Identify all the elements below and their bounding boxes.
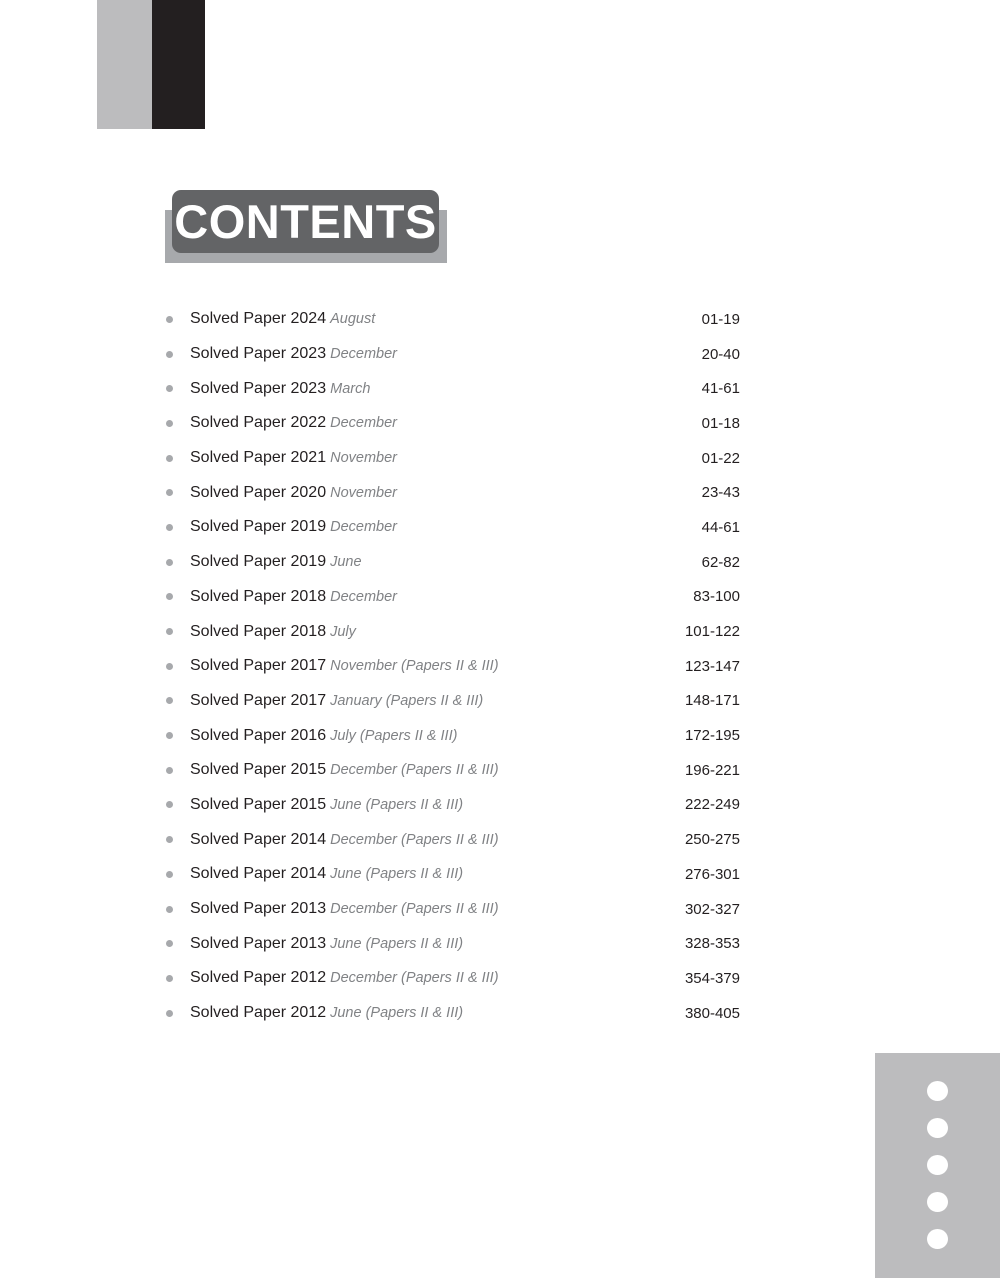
entry-title: Solved Paper 2015 bbox=[190, 761, 327, 779]
entry-session: January (Papers II & III) bbox=[330, 692, 484, 709]
entry-session: December (Papers II & III) bbox=[330, 762, 499, 779]
entry-title: Solved Paper 2017 bbox=[190, 691, 327, 709]
entry-session: June bbox=[330, 554, 362, 571]
contents-entry[interactable] bbox=[163, 857, 743, 892]
entry-session: December (Papers II & III) bbox=[330, 831, 499, 848]
entry-session: July (Papers II & III) bbox=[330, 727, 458, 744]
contents-list bbox=[163, 302, 743, 1030]
bullet-icon bbox=[166, 489, 173, 496]
bullet-icon bbox=[166, 663, 173, 670]
entry-session: December bbox=[330, 519, 397, 536]
entry-page-range: 20-40 bbox=[701, 345, 740, 363]
bullet-icon bbox=[166, 628, 173, 635]
bullet-icon bbox=[166, 524, 173, 531]
contents-entry[interactable] bbox=[163, 926, 743, 961]
contents-entry[interactable] bbox=[163, 614, 743, 649]
bullet-icon bbox=[166, 455, 173, 462]
tab-hole-icon bbox=[927, 1229, 948, 1249]
bullet-icon bbox=[166, 801, 173, 808]
entry-page-range: 148-171 bbox=[684, 692, 740, 710]
entry-title: Solved Paper 2014 bbox=[190, 865, 327, 883]
corner-block-light bbox=[97, 0, 153, 129]
entry-session: December (Papers II & III) bbox=[330, 970, 499, 987]
entry-page-range: 01-19 bbox=[701, 310, 740, 328]
entry-page-range: 276-301 bbox=[684, 865, 740, 883]
tab-hole-icon bbox=[927, 1155, 948, 1175]
contents-entry[interactable] bbox=[163, 580, 743, 615]
entry-title: Solved Paper 2023 bbox=[190, 379, 327, 397]
entry-page-range: 83-100 bbox=[693, 588, 740, 606]
entry-title: Solved Paper 2017 bbox=[190, 657, 327, 675]
bullet-icon bbox=[166, 906, 173, 913]
contents-entry[interactable] bbox=[163, 718, 743, 753]
contents-entry[interactable] bbox=[163, 545, 743, 580]
contents-entry[interactable] bbox=[163, 510, 743, 545]
tab-hole-icon bbox=[927, 1118, 948, 1138]
entry-title: Solved Paper 2018 bbox=[190, 622, 327, 640]
entry-session: November (Papers II & III) bbox=[330, 658, 499, 675]
entry-title: Solved Paper 2012 bbox=[190, 1004, 327, 1022]
entry-session: June (Papers II & III) bbox=[330, 935, 464, 952]
entry-page-range: 196-221 bbox=[684, 761, 740, 779]
entry-page-range: 01-22 bbox=[701, 449, 740, 467]
entry-session: December (Papers II & III) bbox=[330, 901, 499, 918]
entry-session: June (Papers II & III) bbox=[330, 866, 464, 883]
entry-page-range: 222-249 bbox=[684, 796, 740, 814]
contents-heading bbox=[165, 190, 447, 263]
entry-page-range: 172-195 bbox=[684, 727, 740, 745]
entry-title: Solved Paper 2015 bbox=[190, 795, 327, 813]
entry-title: Solved Paper 2023 bbox=[190, 345, 327, 363]
entry-page-range: 250-275 bbox=[684, 831, 740, 849]
entry-title: Solved Paper 2013 bbox=[190, 900, 327, 918]
entry-session: June (Papers II & III) bbox=[330, 796, 464, 813]
entry-page-range: 62-82 bbox=[701, 553, 740, 571]
bullet-icon bbox=[166, 316, 173, 323]
entry-title: Solved Paper 2022 bbox=[190, 414, 327, 432]
entry-session: December bbox=[330, 415, 397, 432]
contents-entry[interactable] bbox=[163, 961, 743, 996]
entry-session: June (Papers II & III) bbox=[330, 1005, 464, 1022]
contents-entry[interactable] bbox=[163, 649, 743, 684]
side-tab-panel bbox=[875, 1053, 1000, 1278]
entry-session: November bbox=[330, 484, 397, 501]
entry-session: July bbox=[330, 623, 356, 640]
entry-page-range: 23-43 bbox=[701, 484, 740, 502]
contents-entry[interactable] bbox=[163, 684, 743, 719]
contents-entry[interactable] bbox=[163, 822, 743, 857]
entry-title: Solved Paper 2019 bbox=[190, 553, 327, 571]
bullet-icon bbox=[166, 836, 173, 843]
contents-entry[interactable] bbox=[163, 337, 743, 372]
bullet-icon bbox=[166, 732, 173, 739]
entry-page-range: 328-353 bbox=[684, 935, 740, 953]
contents-entry[interactable] bbox=[163, 475, 743, 510]
contents-entry[interactable] bbox=[163, 753, 743, 788]
entry-title: Solved Paper 2013 bbox=[190, 934, 327, 952]
bullet-icon bbox=[166, 767, 173, 774]
entry-session: March bbox=[330, 380, 371, 397]
contents-entry[interactable] bbox=[163, 371, 743, 406]
entry-session: December bbox=[330, 588, 397, 605]
bullet-icon bbox=[166, 351, 173, 358]
entry-page-range: 41-61 bbox=[701, 380, 740, 398]
entry-page-range: 302-327 bbox=[684, 900, 740, 918]
bullet-icon bbox=[166, 559, 173, 566]
entry-page-range: 44-61 bbox=[701, 518, 740, 536]
entry-title: Solved Paper 2016 bbox=[190, 726, 327, 744]
corner-block-dark bbox=[152, 0, 205, 129]
contents-entry[interactable] bbox=[163, 441, 743, 476]
entry-title: Solved Paper 2018 bbox=[190, 587, 327, 605]
entry-title: Solved Paper 2020 bbox=[190, 483, 327, 501]
entry-title: Solved Paper 2021 bbox=[190, 449, 327, 467]
contents-entry[interactable] bbox=[163, 788, 743, 823]
bullet-icon bbox=[166, 420, 173, 427]
tab-hole-icon bbox=[927, 1192, 948, 1212]
entry-page-range: 01-18 bbox=[701, 414, 740, 432]
entry-page-range: 354-379 bbox=[684, 969, 740, 987]
entry-title: Solved Paper 2014 bbox=[190, 830, 327, 848]
entry-title: Solved Paper 2019 bbox=[190, 518, 327, 536]
entry-page-range: 123-147 bbox=[684, 657, 740, 675]
contents-entry[interactable] bbox=[163, 406, 743, 441]
contents-entry[interactable] bbox=[163, 302, 743, 337]
heading-box bbox=[172, 190, 439, 253]
entry-page-range: 101-122 bbox=[684, 623, 740, 641]
entry-session: August bbox=[330, 311, 376, 328]
tab-hole-icon bbox=[927, 1081, 948, 1101]
entry-page-range: 380-405 bbox=[684, 1004, 740, 1022]
bullet-icon bbox=[166, 1010, 173, 1017]
entry-title: Solved Paper 2024 bbox=[190, 310, 327, 328]
bullet-icon bbox=[166, 593, 173, 600]
bullet-icon bbox=[166, 385, 173, 392]
entry-session: November bbox=[330, 450, 397, 467]
bullet-icon bbox=[166, 975, 173, 982]
entry-title: Solved Paper 2012 bbox=[190, 969, 327, 987]
bullet-icon bbox=[166, 697, 173, 704]
contents-entry[interactable] bbox=[163, 892, 743, 927]
bullet-icon bbox=[166, 871, 173, 878]
bullet-icon bbox=[166, 940, 173, 947]
page-title: CONTENTS bbox=[174, 195, 437, 248]
entry-session: December bbox=[330, 346, 397, 363]
contents-entry[interactable] bbox=[163, 996, 743, 1031]
